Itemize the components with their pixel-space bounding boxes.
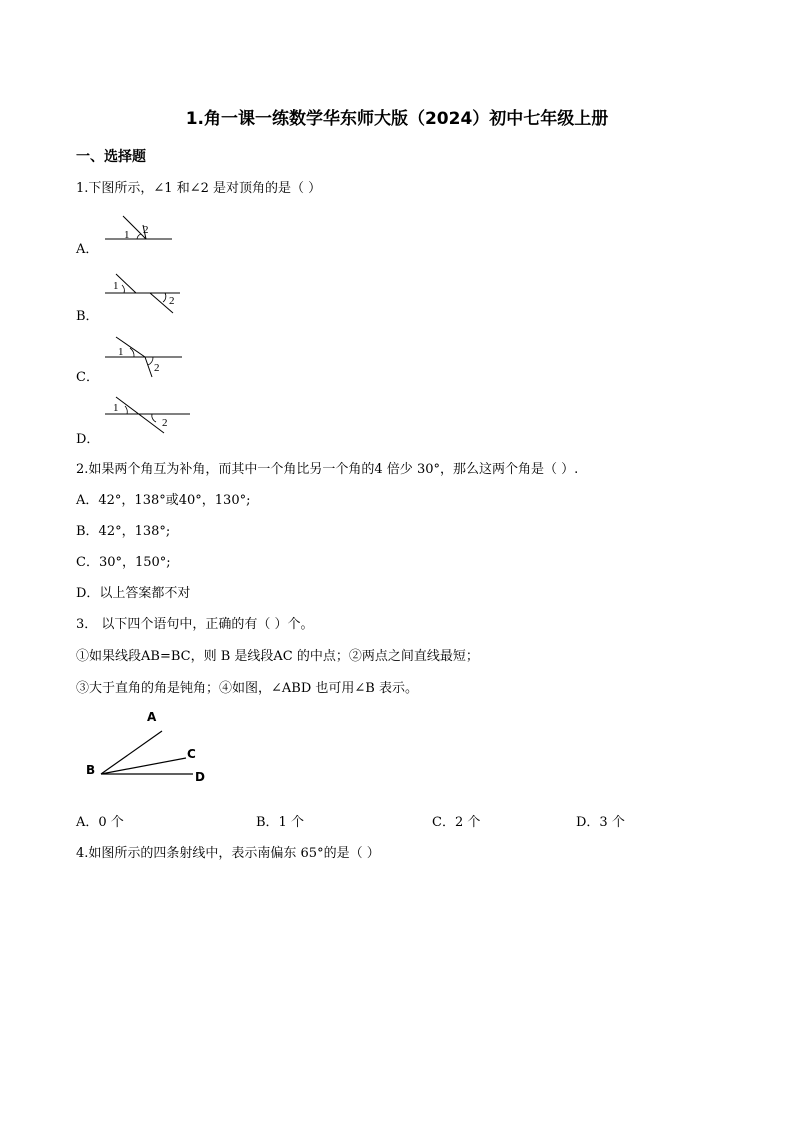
q3-statement-1: ①如果线段AB=BC，则 B 是线段AC 的中点；②两点之间直线最短； — [76, 649, 479, 664]
q3-stem: 3． 以下四个语句中，正确的有（ ）个。 — [76, 617, 314, 632]
point-c-label: C — [187, 747, 196, 761]
ray-bc — [101, 758, 186, 774]
q3-option-a: A．0 个 — [76, 815, 124, 830]
q2-option-a: A．42°，138°或40°，130°; — [76, 493, 251, 508]
section-heading: 一、选择题 — [76, 149, 146, 165]
q1-option-d-figure — [100, 394, 194, 436]
q3-option-c: C．2 个 — [432, 815, 481, 830]
angle-1-label: 1 — [118, 346, 124, 358]
angle-2-label: 2 — [162, 417, 168, 429]
q3-statement-2: ③大于直角的角是钝角；④如图，∠ABD 也可用∠B 表示。 — [76, 681, 418, 696]
point-d-label: D — [195, 770, 205, 784]
q2-option-c: C．30°，150°; — [76, 555, 171, 570]
q1-option-b-label: B． — [76, 309, 99, 324]
q1-option-c-label: C． — [76, 370, 99, 385]
angle-arc-2 — [163, 293, 166, 302]
angle-arc-1 — [122, 285, 124, 293]
page-title: 1.角一课一练数学华东师大版（2024）初中七年级上册 — [185, 109, 609, 129]
angle-1-label: 1 — [124, 229, 130, 241]
lower-line — [145, 357, 152, 377]
angle-2-label: 2 — [169, 295, 175, 307]
angle-arc-2 — [152, 414, 156, 422]
angle-arc-1 — [125, 406, 127, 414]
q2-option-b: B．42°，138°; — [76, 524, 171, 539]
angle-2-label: 2 — [143, 224, 149, 236]
q3-angle-figure — [80, 706, 220, 788]
q1-option-d-label: D． — [76, 432, 100, 447]
q2-option-d: D．以上答案都不对 — [76, 586, 191, 601]
angle-2-label: 2 — [154, 362, 160, 374]
diagonal-line — [116, 397, 164, 433]
point-b-label: B — [86, 763, 96, 777]
q1-option-a-label: A． — [76, 242, 99, 257]
q4-stem: 4.如图所示的四条射线中，表示南偏东 65°的是（ ） — [76, 846, 380, 861]
angle-arc — [137, 234, 141, 239]
q3-option-d: D．3 个 — [576, 815, 625, 830]
point-a-label: A — [147, 710, 157, 724]
q1-stem: 1.下图所示，∠1 和∠2 是对顶角的是（ ） — [76, 181, 322, 196]
q2-stem: 2.如果两个角互为补角，而其中一个角比另一个角的4 倍少 30°，那么这两个角是（ ）. — [76, 462, 579, 477]
q1-option-c-figure — [100, 334, 186, 380]
q1-option-a-figure — [100, 212, 180, 246]
q1-option-b-figure — [100, 270, 185, 316]
angle-1-label: 1 — [113, 280, 119, 292]
angle-arc-2 — [148, 357, 153, 365]
q3-option-b: B．1 个 — [256, 815, 304, 830]
angle-1-label: 1 — [113, 402, 119, 414]
ray-ba — [101, 731, 162, 774]
diagonal-line-left — [116, 274, 136, 293]
